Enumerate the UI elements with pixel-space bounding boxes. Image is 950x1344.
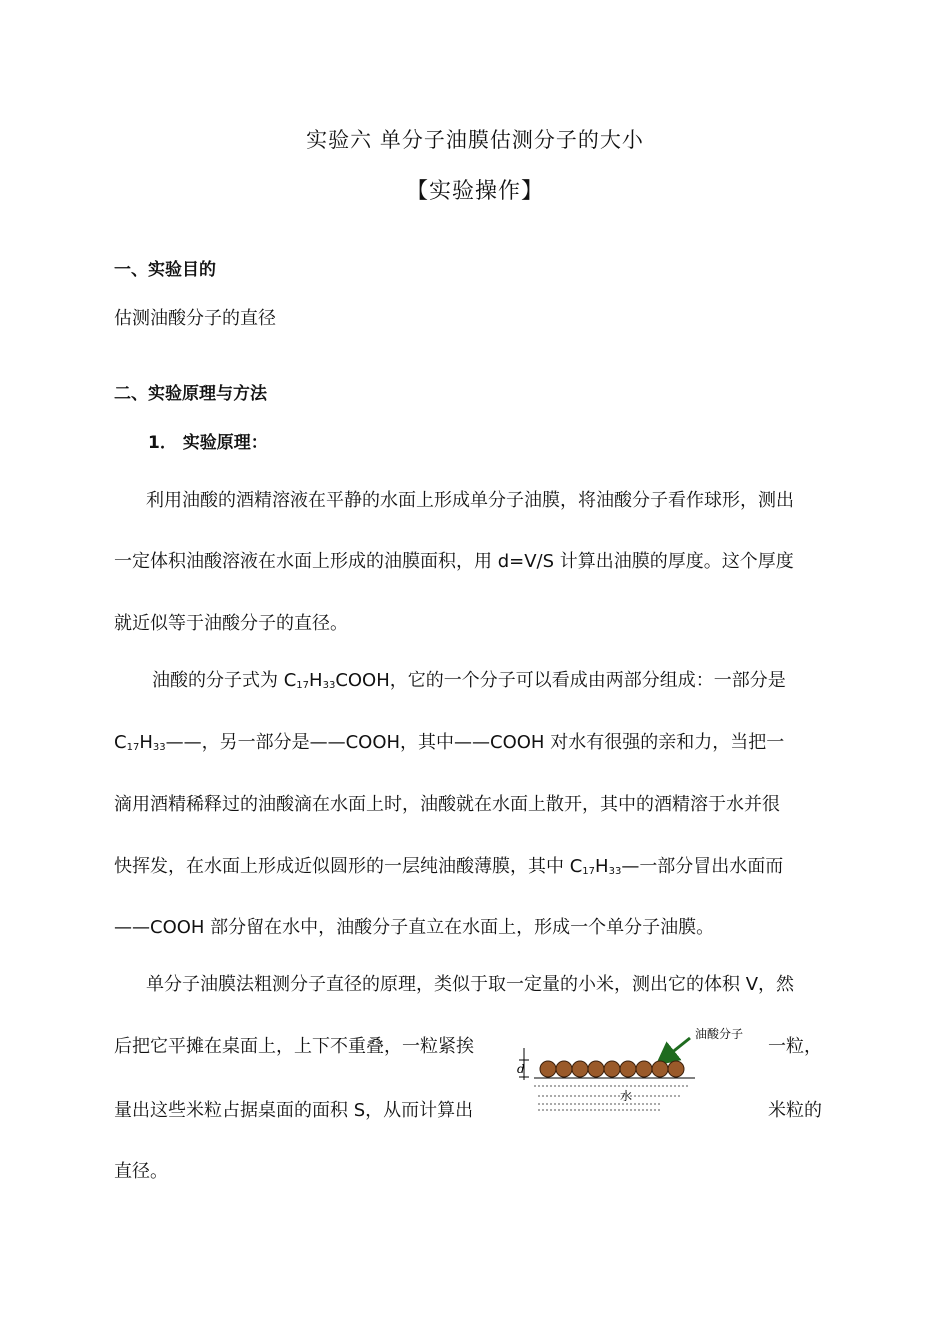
molecule-row [540,1061,684,1077]
oil-molecule [636,1061,652,1077]
section-heading-purpose: 一、实验目的 [114,260,216,280]
text-run: H [309,670,323,691]
oil-molecule [588,1061,604,1077]
document-subtitle: 【实验操作】 [405,179,544,204]
subscript: 33 [322,680,336,691]
subscript: 17 [582,866,596,877]
paragraph-line: 量出这些米粒占据桌面的面积 S，从而计算出 [114,1100,474,1121]
oil-molecule [652,1061,668,1077]
purpose-text: 估测油酸分子的直径 [114,308,276,329]
text-run: —一部分冒出水面而 [621,856,784,877]
dimension-label: d [517,1062,525,1076]
paragraph-line: 一定体积油酸溶液在水面上形成的油膜面积，用 d=V/S 计算出油膜的厚度。这个厚度 [114,551,794,572]
subscript: 33 [608,866,622,877]
document-title: 实验六 单分子油膜估测分子的大小 [306,128,644,152]
paragraph-line: 直径。 [114,1161,168,1182]
subscript: 33 [152,742,166,753]
paragraph-line [152,666,786,692]
oil-molecule [604,1061,620,1077]
text-run: 快挥发，在水面上形成近似圆形的一层纯油酸薄膜，其中 C [114,856,583,877]
subscript: 17 [126,742,140,753]
oil-molecule [620,1061,636,1077]
text-run: ——，另一部分是——COOH，其中——COOH 对水有很强的亲和力，当把一 [165,732,785,753]
molecule-label: 油酸分子 [695,1027,744,1041]
paragraph-line: 后把它平摊在桌面上，上下不重叠，一粒紧挨 [114,1036,474,1057]
text-run: H [595,856,609,877]
paragraph-line: 单分子油膜法粗测分子直径的原理，类似于取一定量的小米，测出它的体积 V，然 [146,974,795,995]
paragraph-line: 一粒， [768,1036,822,1057]
text-run: 油酸的分子式为 C [152,670,297,691]
paragraph-line [114,728,784,754]
paragraph-line: ——COOH 部分留在水中，油酸分子直立在水面上，形成一个单分子油膜。 [114,917,715,938]
water-label: 水 [620,1089,633,1103]
oil-molecule [572,1061,588,1077]
section-heading-principle: 二、实验原理与方法 [114,384,267,404]
oil-molecule [668,1061,684,1077]
oil-molecule [540,1061,556,1077]
paragraph-line: 米粒的 [768,1100,822,1121]
pointer-arrow [660,1038,690,1062]
subsection-heading-principle: 1． 实验原理： [148,433,268,453]
text-run: COOH，它的一个分子可以看成由两部分组成：一部分是 [335,670,786,691]
text-run: H [139,732,153,753]
subscript: 17 [296,680,310,691]
paragraph-line: 滴用酒精稀释过的油酸滴在水面上时，油酸就在水面上散开，其中的酒精溶于水并很 [114,794,780,815]
paragraph-line [114,852,783,878]
oil-molecule [556,1061,572,1077]
oil-film-diagram [510,1020,760,1120]
paragraph-line: 利用油酸的酒精溶液在平静的水面上形成单分子油膜，将油酸分子看作球形，测出 [146,490,794,511]
paragraph-line: 就近似等于油酸分子的直径。 [114,613,348,634]
text-run: C [114,732,127,753]
